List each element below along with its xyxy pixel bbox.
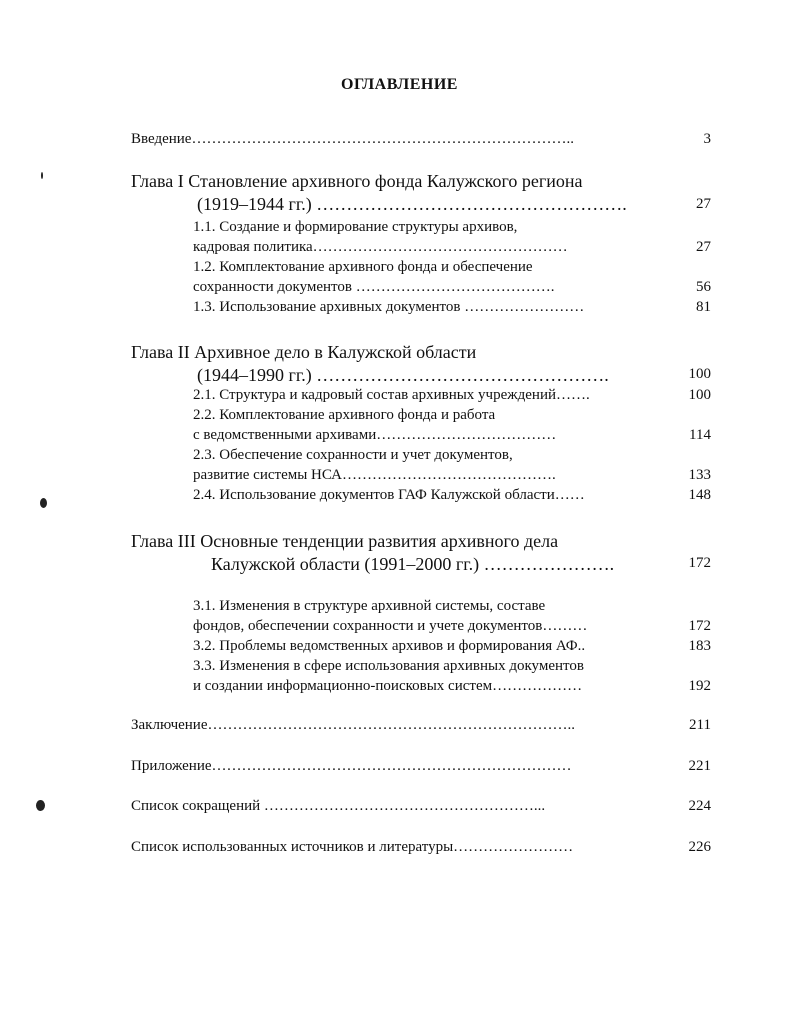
section-1-2-page: 56	[696, 279, 711, 295]
section-3-1-page: 172	[688, 618, 711, 634]
section-1-3: 1.3. Использование архивных документов ……………………	[193, 299, 585, 315]
toc-page-abbreviations: 224	[688, 798, 711, 814]
section-2-1: 2.1. Структура и кадровый состав архивных учреждений…….	[193, 387, 590, 403]
toc-page-conclusion: 211	[689, 717, 711, 733]
section-2-4: 2.4. Использование документов ГАФ Калужской области……	[193, 487, 585, 503]
chapter-3-page: 172	[688, 555, 711, 571]
section-2-1-page: 100	[688, 387, 711, 403]
scan-speck	[41, 172, 43, 179]
chapter-1-years: (1919–1944 гг.) …………………………………………….	[197, 194, 627, 214]
toc-entry-intro: Введение…………………………………………………………………..	[131, 131, 574, 147]
chapter-2-years: (1944–1990 гг.) ………………………………………….	[197, 365, 609, 385]
toc-entry-conclusion: Заключение………………………………………………………………..	[131, 717, 575, 733]
section-1-3-page: 81	[696, 299, 711, 315]
toc-page-sources: 226	[688, 839, 711, 855]
toc-page-appendix: 221	[688, 758, 711, 774]
section-1-2-line-2: сохранности документов ………………………………….	[193, 279, 555, 295]
section-2-2-line-2: с ведомственными архивами………………………………	[193, 427, 557, 443]
page-title: ОГЛАВЛЕНИЕ	[341, 76, 458, 93]
section-2-4-page: 148	[688, 487, 711, 503]
section-1-1-page: 27	[696, 239, 711, 255]
section-2-2-page: 114	[689, 427, 711, 443]
section-3-1-line-1: 3.1. Изменения в структуре архивной системы, составе	[193, 598, 546, 614]
section-3-3-line-2: и создании информационно-поисковых систем………………	[193, 678, 583, 694]
scan-speck	[40, 498, 47, 508]
chapter-1-page: 27	[696, 196, 711, 212]
toc-page-intro: 3	[703, 131, 711, 147]
section-1-1-line-1: 1.1. Создание и формирование структуры архивов,	[193, 219, 518, 235]
section-2-3-line-2: развитие системы НСА…………………………………….	[193, 467, 556, 483]
section-2-3-line-1: 2.3. Обеспечение сохранности и учет документов,	[193, 447, 513, 463]
section-2-2-line-1: 2.2. Комплектование архивного фонда и работа	[193, 407, 496, 423]
chapter-1-heading: Глава I Становление архивного фонда Калужского региона	[131, 171, 583, 191]
toc-entry-sources: Список использованных источников и литературы……………………	[131, 839, 574, 855]
section-2-3-page: 133	[688, 467, 711, 483]
section-1-1-line-2: кадровая политика……………………………………………	[193, 239, 568, 255]
toc-entry-abbreviations: Список сокращений ………………………………………………...	[131, 798, 546, 814]
section-3-1-line-2: фондов, обеспечении сохранности и учете документов………	[193, 618, 588, 634]
chapter-3-heading-line-1: Глава III Основные тенденции развития архивного дела	[131, 531, 559, 551]
toc-entry-appendix: Приложение………………………………………………………………	[131, 758, 572, 774]
section-1-2-line-1: 1.2. Комплектование архивного фонда и обеспечение	[193, 259, 533, 275]
section-3-3-line-1: 3.3. Изменения в сфере использования архивных документов	[193, 658, 584, 674]
chapter-2-page: 100	[688, 366, 711, 382]
section-3-2-page: 183	[688, 638, 711, 654]
scan-speck	[36, 800, 45, 811]
chapter-2-heading: Глава II Архивное дело в Калужской области	[131, 342, 477, 362]
chapter-3-heading-line-2: Калужской области (1991–2000 гг.) ………………….	[211, 554, 615, 574]
section-3-3-page: 192	[688, 678, 711, 694]
section-3-2: 3.2. Проблемы ведомственных архивов и формирования АФ..	[193, 638, 586, 654]
